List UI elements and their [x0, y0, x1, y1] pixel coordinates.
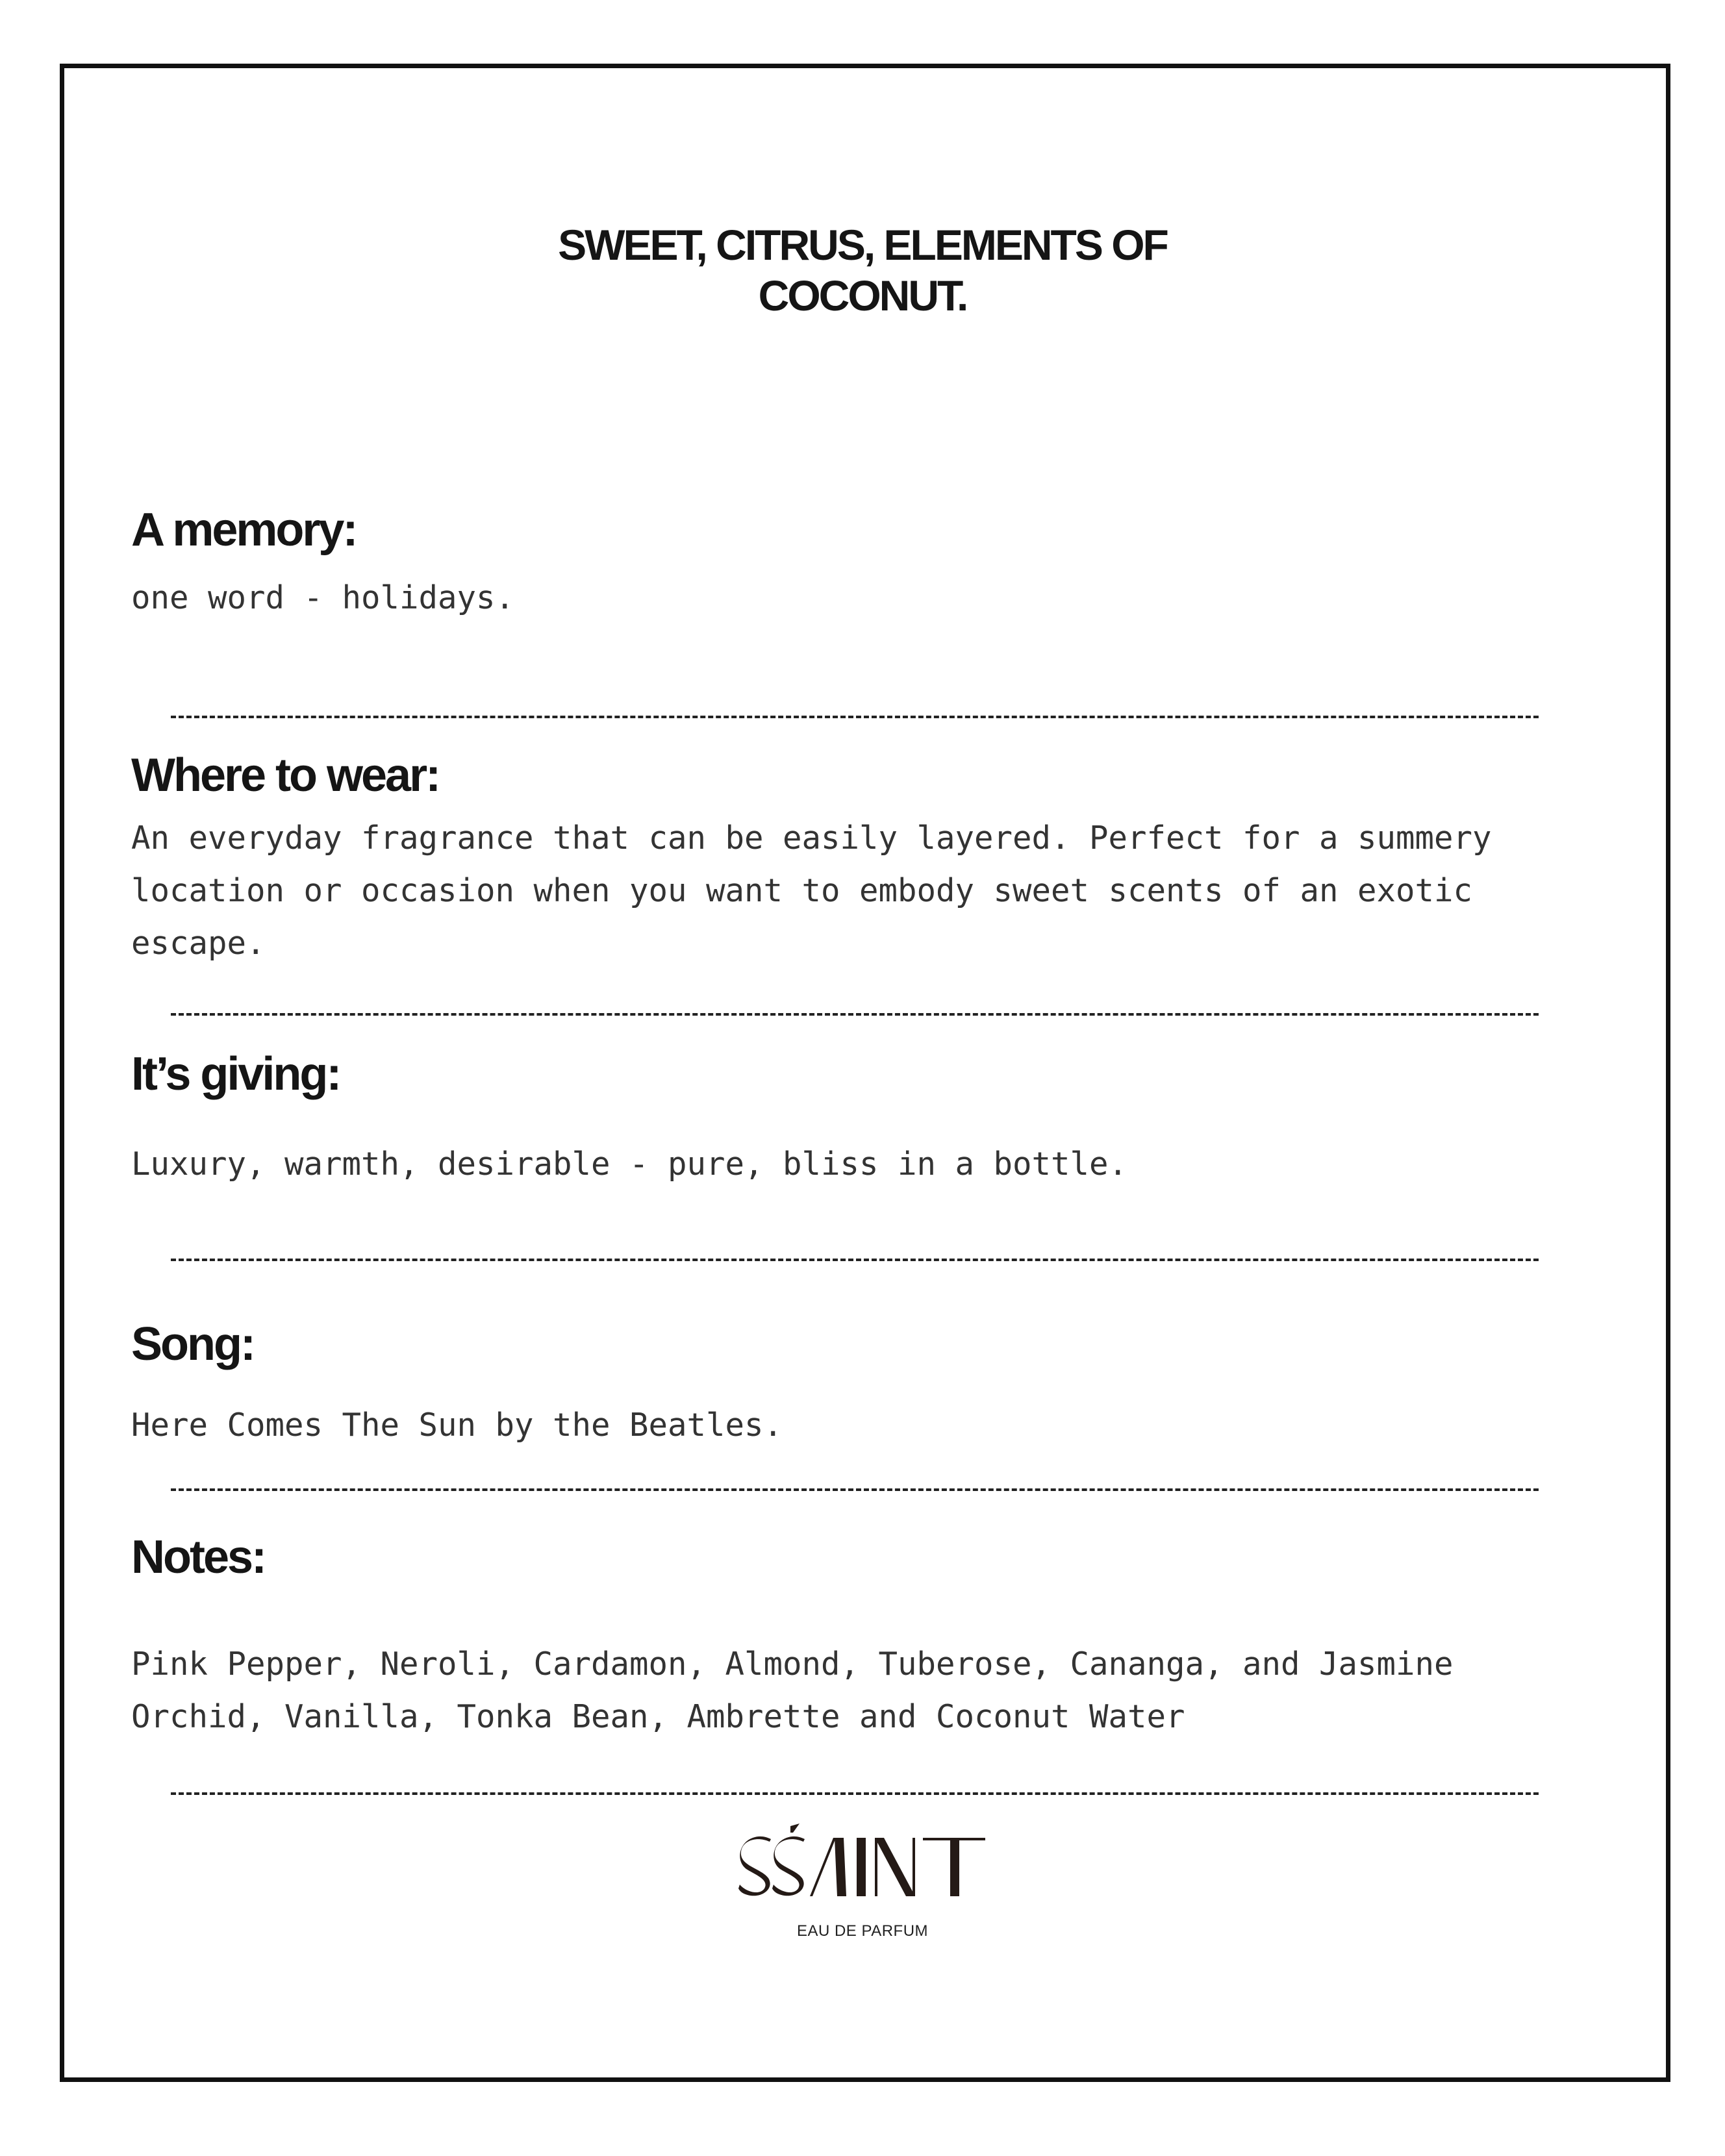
section-text-line: escape. [131, 925, 266, 962]
section-memory [131, 504, 1580, 624]
dashed-divider [171, 1488, 1539, 1491]
section-text [131, 1638, 1580, 1743]
section-heading: Where to wear: [131, 749, 440, 801]
section-text-line: An everyday fragrance that can be easily layered. Perfect for a summery [131, 820, 1492, 857]
section-notes [131, 1531, 1580, 1743]
section-text [131, 571, 1580, 624]
section-heading: A memory: [131, 504, 357, 556]
section-heading: It’s giving: [131, 1048, 340, 1100]
section-where-to-wear [131, 749, 1580, 970]
dashed-divider [171, 716, 1539, 718]
section-text-line: Pink Pepper, Neroli, Cardamon, Almond, Tuberose, Cananga, and Jasmine [131, 1646, 1454, 1683]
dashed-divider [171, 1013, 1539, 1016]
section-text-line: Luxury, warmth, desirable - pure, bliss in a bottle. [131, 1146, 1128, 1183]
section-text-line: Here Comes The Sun by the Beatles. [131, 1407, 783, 1444]
dashed-divider [171, 1259, 1539, 1261]
section-text [131, 1138, 1580, 1190]
headline-line-2: COCONUT. [758, 271, 967, 320]
section-text-line: location or occasion when you want to embody sweet scents of an exotic [131, 872, 1473, 909]
section-text-line: one word - holidays. [131, 579, 515, 616]
section-heading: Notes: [131, 1531, 266, 1583]
section-its-giving [131, 1048, 1580, 1190]
headline [0, 219, 1725, 321]
section-text [131, 812, 1580, 970]
section-song [131, 1318, 1580, 1451]
saint-logo [736, 1824, 989, 1908]
section-heading: Song: [131, 1318, 254, 1370]
section-text [131, 1399, 1580, 1451]
brand-block [0, 1824, 1725, 1940]
dashed-divider [171, 1792, 1539, 1795]
brand-tagline: EAU DE PARFUM [796, 1922, 929, 1940]
headline-line-1: SWEET, CITRUS, ELEMENTS OF [558, 221, 1167, 269]
section-text-line: Orchid, Vanilla, Tonka Bean, Ambrette and Coconut Water [131, 1698, 1185, 1735]
